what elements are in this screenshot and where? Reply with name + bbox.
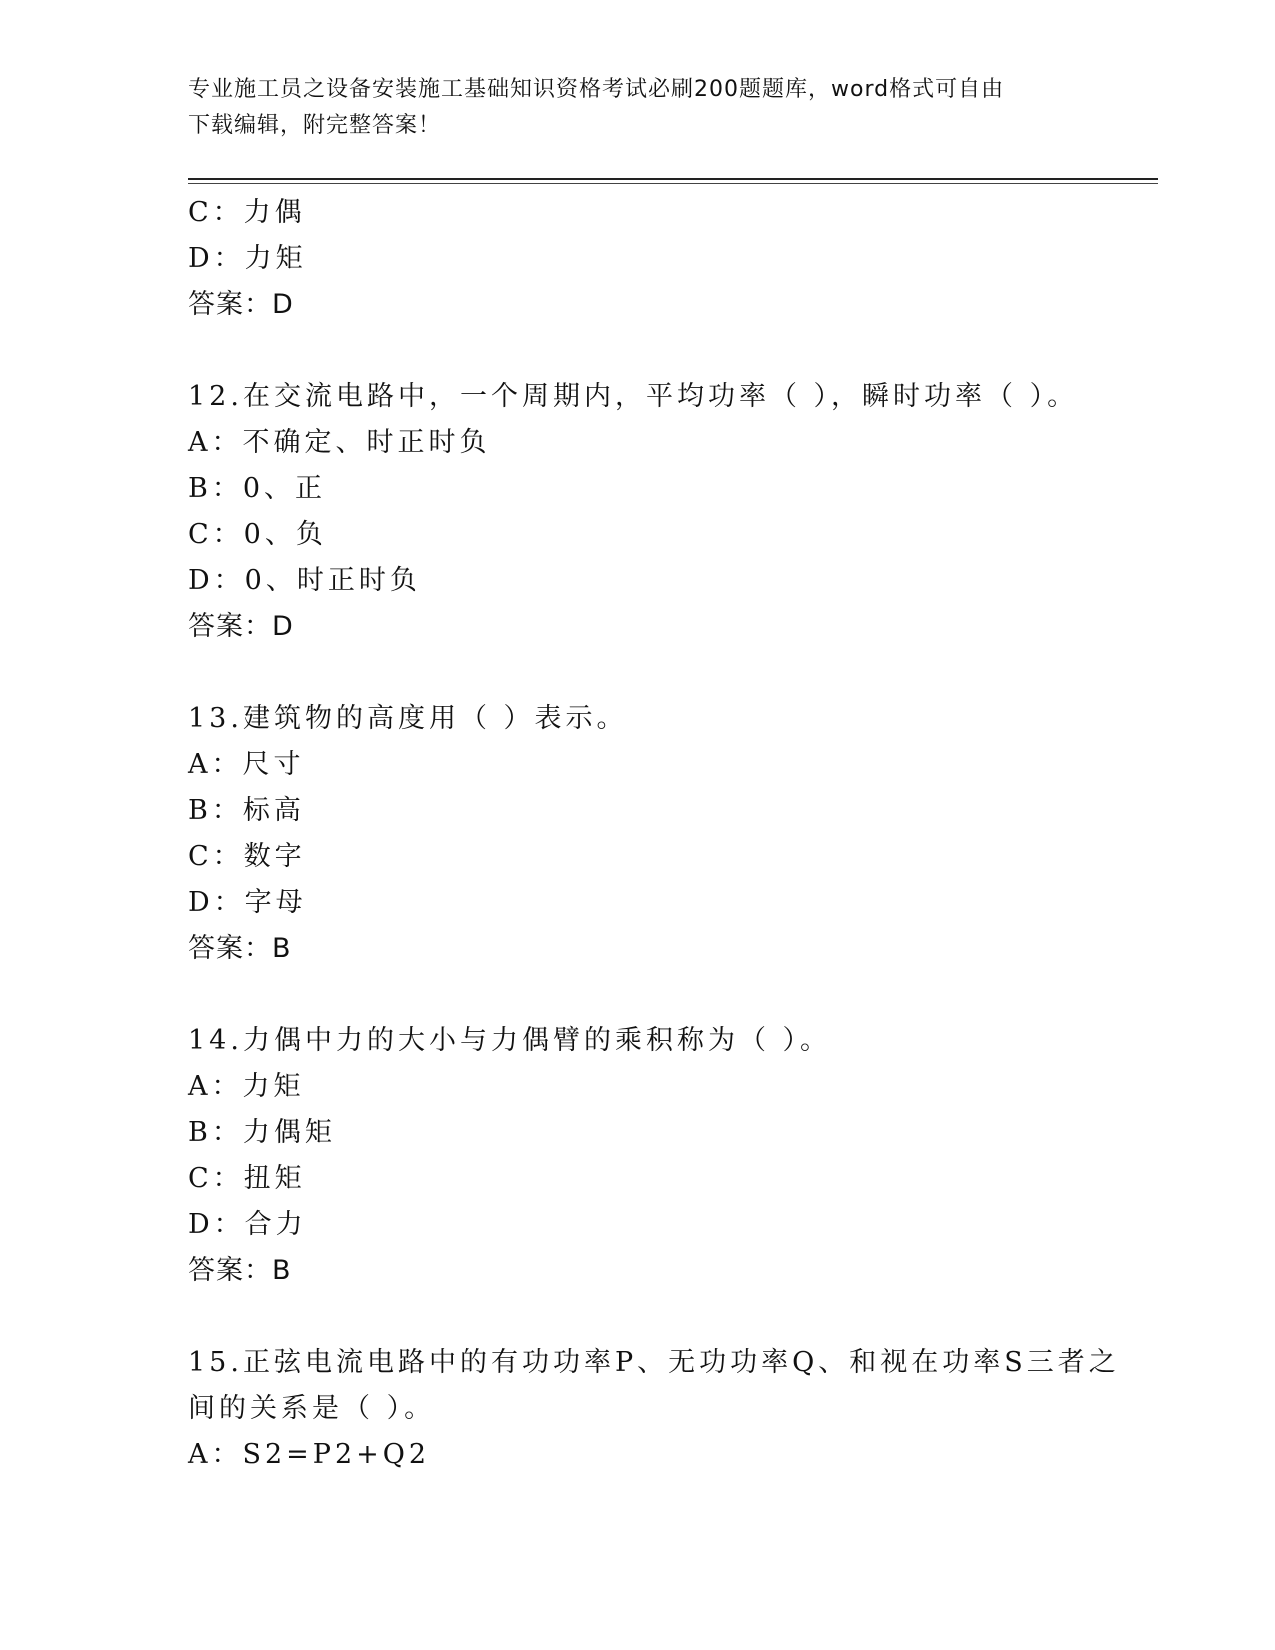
answer: 答案：B bbox=[188, 933, 292, 964]
option-c: C：数字 bbox=[188, 841, 306, 872]
option-b: B：力偶矩 bbox=[188, 1117, 336, 1148]
option-a: A：S2=P2+Q2 bbox=[188, 1439, 431, 1470]
option-c: C：力偶 bbox=[188, 197, 306, 228]
option-a: A：尺寸 bbox=[188, 749, 305, 780]
option-a: A：力矩 bbox=[188, 1071, 305, 1102]
spacer bbox=[188, 1294, 1088, 1340]
question-text: 12.在交流电路中，一个周期内，平均功率（ ），瞬时功率（ ）。 bbox=[188, 381, 1079, 412]
question-text-line-2: 间的关系是（ ）。 bbox=[188, 1393, 436, 1424]
answer: 答案：D bbox=[188, 611, 294, 642]
question-11 bbox=[188, 190, 1088, 328]
option-d: D：合力 bbox=[188, 1209, 307, 1240]
question-14 bbox=[188, 1018, 1088, 1294]
question-15 bbox=[188, 1340, 1120, 1478]
option-c: C：0、负 bbox=[188, 519, 327, 550]
option-d: D：力矩 bbox=[188, 243, 307, 274]
header-line-2: 下载编辑，附完整答案！ bbox=[188, 113, 442, 138]
option-b: B：0、正 bbox=[188, 473, 327, 504]
spacer bbox=[188, 972, 1088, 1018]
answer: 答案：D bbox=[188, 289, 294, 320]
header-divider-thick bbox=[188, 178, 1158, 180]
header-line-1: 专业施工员之设备安装施工基础知识资格考试必刷200题题库，word格式可自由 bbox=[188, 77, 1005, 102]
question-text-line-1: 15.正弦电流电路中的有功功率P、无功功率Q、和视在功率S三者之 bbox=[188, 1347, 1120, 1378]
option-d: D：字母 bbox=[188, 887, 307, 918]
spacer bbox=[188, 650, 1088, 696]
option-a: A：不确定、时正时负 bbox=[188, 427, 491, 458]
question-list bbox=[188, 190, 1120, 1478]
option-c: C：扭矩 bbox=[188, 1163, 306, 1194]
spacer bbox=[188, 328, 1088, 374]
question-text: 13.建筑物的高度用（ ）表示。 bbox=[188, 703, 628, 734]
question-13 bbox=[188, 696, 1088, 972]
header-divider-thin bbox=[188, 183, 1158, 184]
option-d: D：0、时正时负 bbox=[188, 565, 421, 596]
question-12 bbox=[188, 374, 1088, 650]
option-b: B：标高 bbox=[188, 795, 305, 826]
answer: 答案：B bbox=[188, 1255, 292, 1286]
document-header bbox=[188, 72, 1068, 144]
question-text: 14.力偶中力的大小与力偶臂的乘积称为（ ）。 bbox=[188, 1025, 832, 1056]
